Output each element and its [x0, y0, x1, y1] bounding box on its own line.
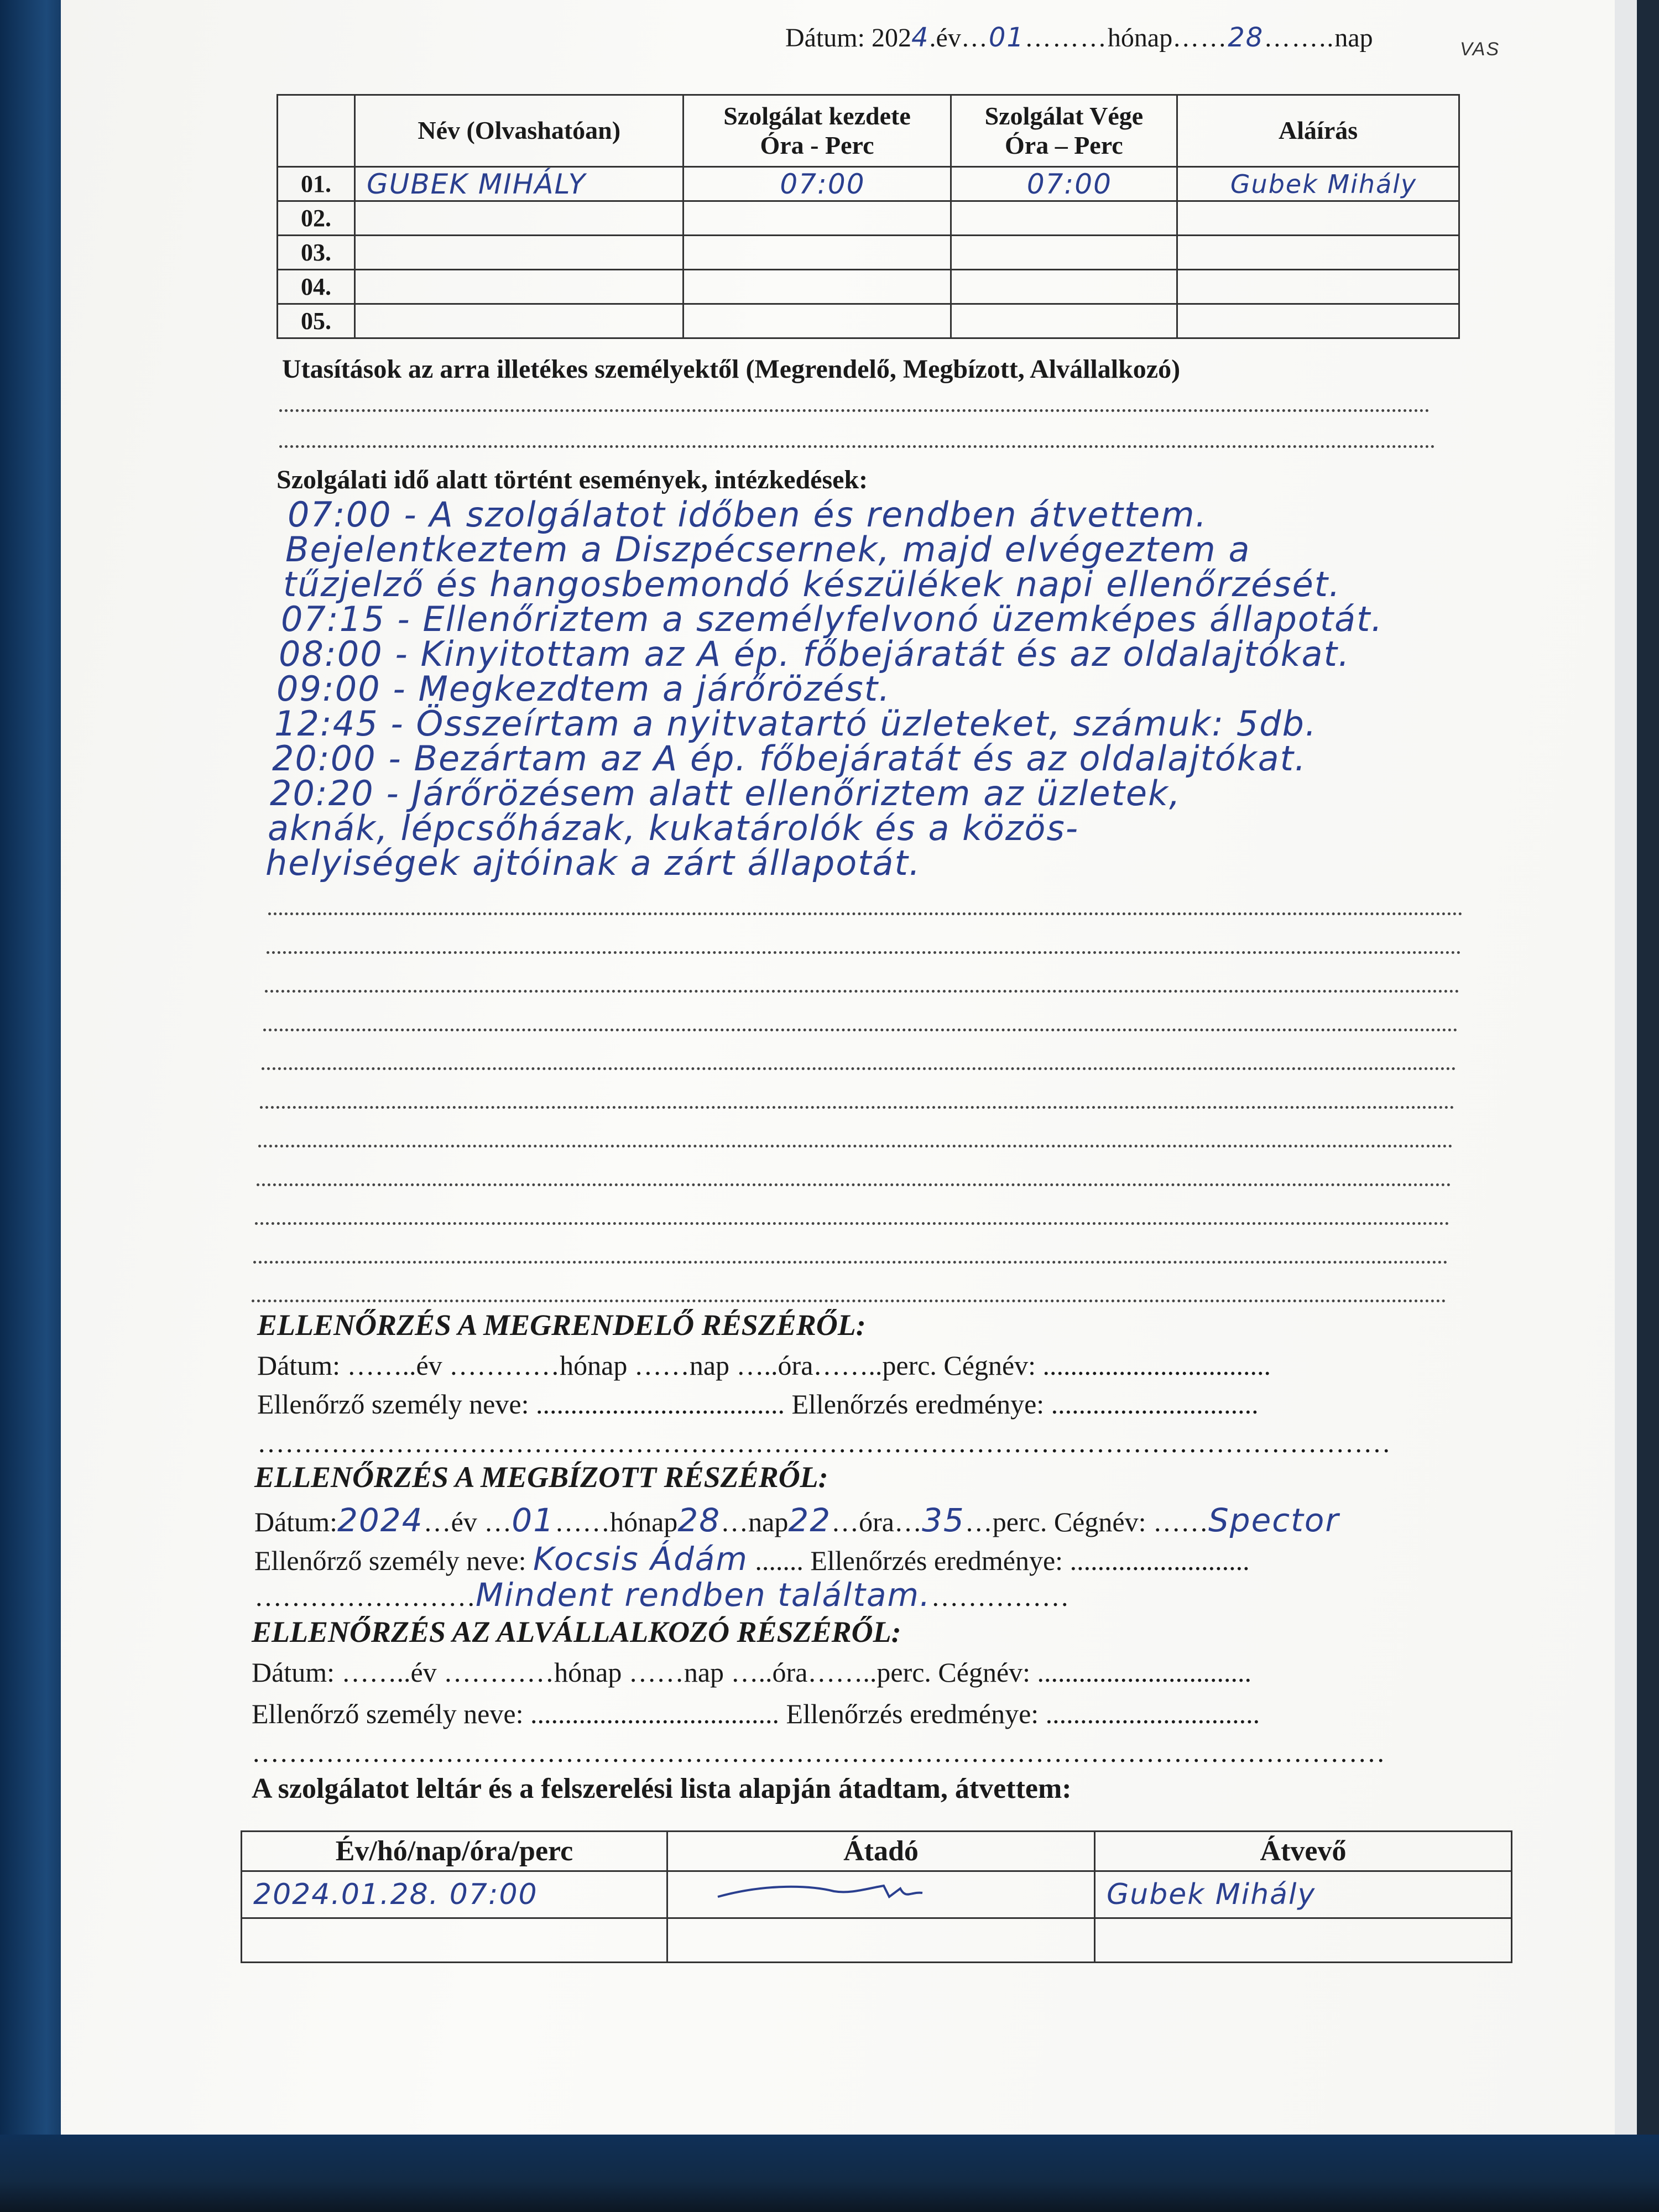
notebook-bottom-edge [0, 2135, 1659, 2212]
day-label: nap [1334, 23, 1373, 53]
month-label: hónap [1107, 23, 1173, 53]
agent-check-title: ELLENŐRZÉS A MEGBÍZOTT RÉSZÉRŐL: [254, 1460, 828, 1494]
col-end: Szolgálat Vége Óra – Perc [951, 95, 1177, 167]
col-receiver: Átvevő [1095, 1832, 1512, 1871]
dotted-line [257, 1183, 1451, 1186]
table-row: 03. [278, 236, 1459, 270]
table-row [242, 1918, 1512, 1963]
dotted-line [268, 912, 1463, 915]
agent-minute: 35 [921, 1501, 965, 1539]
agent-check-name-line: Ellenőrző személy neve: Kocsis Ádám ....... Ellenőrzés eredménye: .......................... [254, 1540, 1250, 1578]
handover-header [242, 1832, 1512, 1871]
dotted-line [258, 1145, 1453, 1147]
header-date: Dátum: 2024.év…01………hónap……28……..nap [785, 22, 1373, 53]
agent-month: 01 [512, 1501, 555, 1539]
dotted-line [267, 951, 1461, 954]
table-row: 02. [278, 201, 1459, 236]
event-line: 09:00 - Megkezdtem a járőrözést. [276, 669, 891, 709]
shift-table-header [278, 95, 1459, 167]
agent-company: Spector [1208, 1501, 1340, 1539]
agent-check-date-line: Dátum:2024…év …01……hónap28…nap22…óra…35…perc. Cégnév: ……Spector [254, 1501, 1340, 1539]
sub-check-title: ELLENŐRZÉS AZ ALVÁLLALKOZÓ RÉSZÉRŐL: [252, 1615, 901, 1648]
event-line: Bejelentkeztem a Diszpécsernek, majd elvégeztem a [285, 529, 1251, 570]
dotted-line [279, 409, 1430, 412]
dotted-line [253, 1261, 1448, 1264]
event-line: 07:00 - A szolgálatot időben és rendben átvettem. [288, 494, 1208, 535]
agent-hour: 22 [788, 1501, 832, 1539]
dotted-line [265, 990, 1459, 993]
table-row [242, 1871, 1512, 1918]
table-row: 05. [278, 304, 1459, 338]
dotted-line [263, 1029, 1458, 1031]
corner-note: VAS [1460, 39, 1500, 60]
col-signature: Aláírás [1177, 95, 1459, 167]
col-empty [278, 95, 355, 167]
date-label: Dátum: 202 [785, 23, 911, 53]
guard-name: GUBEK MIHÁLY [355, 167, 684, 201]
end-time: 07:00 [951, 167, 1177, 201]
giver-signature [667, 1871, 1095, 1918]
dotted-line [252, 1300, 1446, 1302]
client-check-line1: Dátum: ……..év …………hónap ……nap …..óra……..perc. Cégnév: ................................. [257, 1350, 1271, 1381]
col-giver: Átadó [667, 1832, 1095, 1871]
instructions-title: Utasítások az arra illetékes személyektől (Megrendelő, Megbízott, Alvállalkozó) [282, 354, 1181, 384]
signature: Gubek Mihály [1177, 167, 1459, 201]
agent-result: Mindent rendben találtam. [476, 1576, 931, 1614]
event-line: tűzjelző és hangosbemondó készülékek napi ellenőrzését. [283, 564, 1341, 604]
dotted-line [255, 1222, 1449, 1225]
event-line: helyiségek ajtóinak a zárt állapotát. [265, 843, 921, 883]
event-line: 12:45 - Összeírtam a nyitvatartó üzleteket, számuk: 5db. [274, 703, 1317, 744]
day-value: 28 [1228, 22, 1264, 53]
sub-check-line1: Dátum: ……..év …………hónap ……nap …..óra……..perc. Cégnév: ............................... [252, 1657, 1252, 1688]
col-name: Név (Olvashatóan) [355, 95, 684, 167]
agent-person: Kocsis Ádám [533, 1540, 748, 1578]
start-time: 07:00 [684, 167, 951, 201]
handover-statement: A szolgálatot leltár és a felszerelési lista alapján átadtam, átvettem: [252, 1773, 1072, 1804]
handover-datetime: 2024.01.28. 07:00 [242, 1871, 667, 1918]
handover-table [241, 1830, 1512, 1963]
event-line: 20:00 - Bezártam az A ép. főbejáratát és az oldalajtókat. [272, 738, 1307, 779]
shift-table [276, 94, 1460, 339]
giver-signature-scribble [668, 1872, 1094, 1911]
client-check-line2: Ellenőrző személy neve: .................................... Ellenőrzés eredménye: .............................. [257, 1389, 1259, 1420]
client-check-title: ELLENŐRZÉS A MEGRENDELŐ RÉSZÉRŐL: [257, 1308, 866, 1342]
event-line: 08:00 - Kinyitottam az A ép. főbejáratát és az oldalajtókat. [279, 634, 1350, 674]
month-value: 01 [988, 22, 1025, 53]
agent-check-result-line: ……………………Mindent rendben találtam.…………… [254, 1576, 1070, 1614]
table-row: 01. GUBEK MIHÁLY 07:00 07:00 Gubek Mihály [278, 167, 1459, 201]
year-suffix: .év [929, 23, 961, 53]
receiver-signature: Gubek Mihály [1095, 1871, 1512, 1918]
event-line: 07:15 - Ellenőriztem a személyfelvonó üzemképes állapotát. [281, 599, 1384, 639]
dotted-line [262, 1067, 1456, 1070]
dotted-line [279, 445, 1435, 448]
event-line: 20:20 - Járőrözésem alatt ellenőriztem az üzletek, [270, 773, 1181, 813]
col-start: Szolgálat kezdete Óra - Perc [684, 95, 951, 167]
client-check-line3: …………………………………………………………………………………………………………… [257, 1427, 1391, 1458]
year-digit: 4 [911, 22, 930, 53]
agent-year: 2024 [337, 1501, 424, 1539]
sub-check-line2: Ellenőrző személy neve: .................................... Ellenőrzés eredménye: ............................... [252, 1698, 1260, 1729]
table-row: 04. [278, 270, 1459, 304]
events-title: Szolgálati idő alatt történt események, intézkedések: [276, 465, 868, 494]
col-datetime: Év/hó/nap/óra/perc [242, 1832, 667, 1871]
dotted-line [260, 1106, 1454, 1109]
event-line: aknák, lépcsőházak, kukatárolók és a közös- [268, 808, 1079, 848]
sub-check-line3: …………………………………………………………………………………………………………… [252, 1737, 1385, 1768]
agent-day: 28 [677, 1501, 721, 1539]
